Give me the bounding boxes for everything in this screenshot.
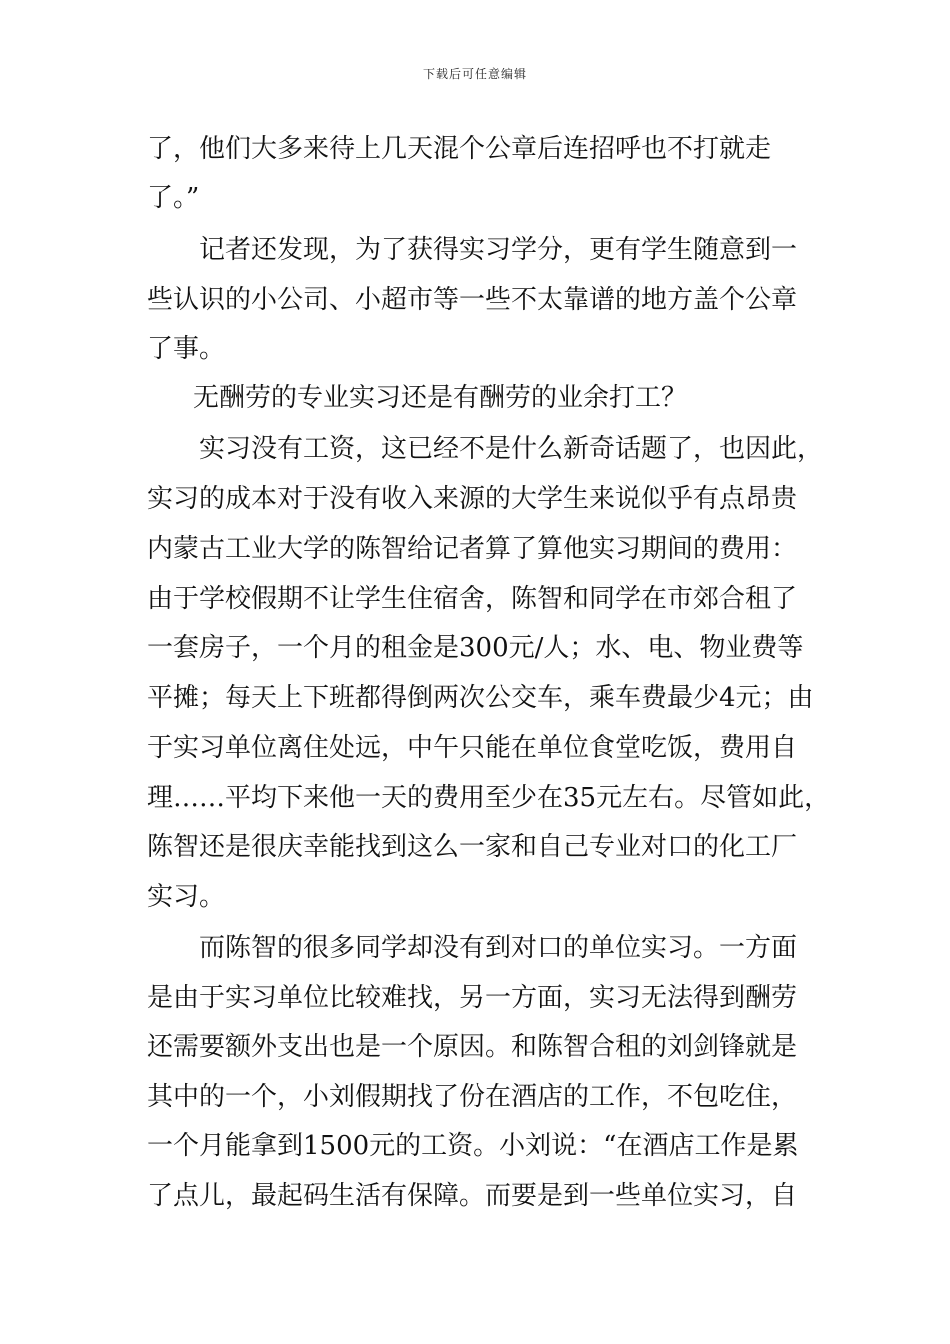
body-line: 理……平均下来他一天的费用至少在35元左右。尽管如此， — [147, 783, 831, 813]
body-line: 实习。 — [147, 882, 226, 912]
body-line: 了事。 — [147, 334, 226, 364]
page-header-note: 下载后可任意编辑 — [422, 67, 527, 81]
body-line: 其中的一个，小刘假期找了份在酒店的工作，不包吃住， — [147, 1082, 798, 1112]
body-line: 陈智还是很庆幸能找到这么一家和自己专业对口的化工厂 — [147, 832, 798, 862]
body-line: 一套房子，一个月的租金是300元/人；水、电、物业费等 — [147, 633, 804, 663]
body-line: 了点儿，最起码生活有保障。而要是到一些单位实习，自 — [147, 1181, 798, 1211]
body-line: 是由于实习单位比较难找，另一方面，实习无法得到酬劳 — [147, 983, 798, 1013]
body-line: 而陈智的很多同学却没有到对口的单位实习。一方面 — [199, 933, 798, 963]
body-line: 些认识的小公司、小超市等一些不太靠谱的地方盖个公章 — [147, 285, 798, 315]
body-line: 实习没有工资，这已经不是什么新奇话题了，也因此， — [199, 434, 824, 464]
body-line: 平摊；每天上下班都得倒两次公交车，乘车费最少4元；由 — [147, 683, 814, 713]
body-line: 了。” — [147, 183, 200, 213]
body-line: 一个月能拿到1500元的工资。小刘说：“在酒店工作是累 — [147, 1131, 799, 1161]
section-heading: 无酬劳的专业实习还是有酬劳的业余打工？ — [193, 383, 688, 413]
body-line: 由于学校假期不让学生住宿舍，陈智和同学在市郊合租了 — [147, 584, 798, 614]
body-line: 记者还发现，为了获得实习学分，更有学生随意到一 — [199, 235, 798, 265]
body-line: 还需要额外支出也是一个原因。和陈智合租的刘剑锋就是 — [147, 1032, 798, 1062]
body-line: 内蒙古工业大学的陈智给记者算了算他实习期间的费用： — [147, 534, 798, 564]
body-line: 实习的成本对于没有收入来源的大学生来说似乎有点昂贵 — [147, 484, 798, 514]
body-line: 了，他们大多来待上几天混个公章后连招呼也不打就走 — [147, 134, 772, 164]
body-line: 于实习单位离住处远，中午只能在单位食堂吃饭，费用自 — [147, 733, 798, 763]
